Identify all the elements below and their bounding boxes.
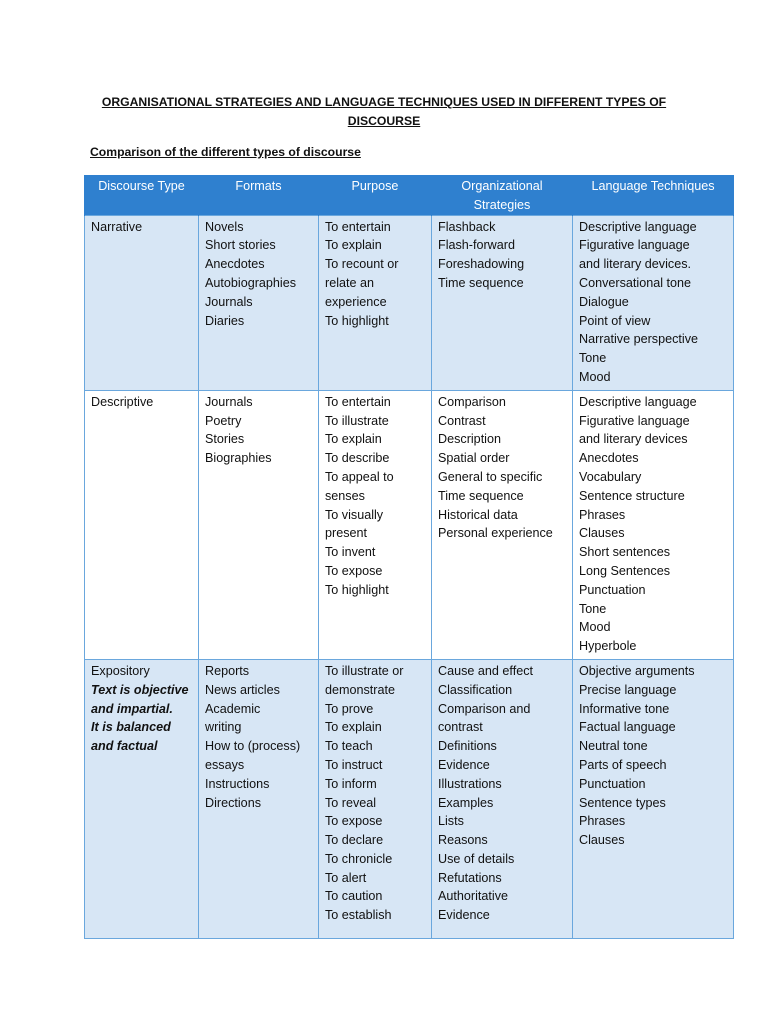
techniques-item: Phrases [579, 814, 626, 829]
techniques-cell [573, 659, 734, 938]
techniques-item: Narrative perspective [579, 332, 698, 347]
formats-item: Instructions [205, 776, 270, 791]
header-language-techniques: Language Techniques [573, 175, 734, 215]
discourse-note: It is balanced [91, 720, 171, 735]
strategies-item: Flashback [438, 219, 496, 234]
strategies-item: Evidence [438, 908, 490, 923]
purpose-cell [319, 390, 432, 659]
document-title: ORGANISATIONAL STRATEGIES AND LANGUAGE TECHNIQUES USED IN DIFFERENT TYPES OF DISCOURSE [101, 95, 667, 128]
techniques-item: Mood [579, 620, 611, 635]
purpose-item: To expose [325, 814, 383, 829]
purpose-item: To highlight [325, 313, 389, 328]
techniques-item: Tone [579, 601, 607, 616]
discourse-note: Text is objective [91, 682, 189, 697]
purpose-item: To teach [325, 739, 373, 754]
techniques-item: Clauses [579, 833, 625, 848]
strategies-item: Time sequence [438, 488, 524, 503]
formats-item: Short stories [205, 238, 276, 253]
formats-item: News articles [205, 682, 280, 697]
strategies-item: Use of details [438, 851, 515, 866]
purpose-item: To establish [325, 908, 392, 923]
purpose-item: To entertain [325, 219, 391, 234]
purpose-item: experience [325, 294, 387, 309]
purpose-cell [319, 659, 432, 938]
techniques-item: Parts of speech [579, 757, 667, 772]
formats-item: Autobiographies [205, 275, 297, 290]
formats-item: writing [205, 720, 242, 735]
techniques-item: Sentence structure [579, 488, 685, 503]
discourse-type-cell [85, 390, 199, 659]
formats-cell [199, 659, 319, 938]
formats-item: Biographies [205, 451, 272, 466]
techniques-item: Descriptive language [579, 219, 697, 234]
purpose-item: present [325, 526, 368, 541]
purpose-item: To recount or [325, 257, 399, 272]
purpose-item: To alert [325, 870, 367, 885]
header-organizational-strategies: Organizational Strategies [432, 175, 573, 215]
techniques-cell [573, 215, 734, 390]
purpose-item: To highlight [325, 582, 389, 597]
formats-item: Academic [205, 701, 261, 716]
table-header-row [85, 175, 734, 215]
strategies-item: Cause and effect [438, 663, 533, 678]
techniques-item: Punctuation [579, 776, 646, 791]
purpose-item: To reveal [325, 795, 377, 810]
purpose-item: To inform [325, 776, 377, 791]
strategies-cell [432, 390, 573, 659]
strategies-item: Time sequence [438, 275, 524, 290]
techniques-cell [573, 390, 734, 659]
purpose-item: To invent [325, 545, 376, 560]
header-discourse-type: Discourse Type [85, 175, 199, 215]
techniques-item: Figurative language [579, 238, 690, 253]
strategies-item: Comparison [438, 394, 506, 409]
header-purpose: Purpose [319, 175, 432, 215]
discourse-type-label: Descriptive [91, 394, 154, 409]
techniques-item: Hyperbole [579, 639, 637, 654]
purpose-item: To appeal to [325, 469, 394, 484]
techniques-item: Conversational tone [579, 275, 692, 290]
purpose-item: To entertain [325, 394, 391, 409]
formats-item: Journals [205, 394, 253, 409]
formats-cell [199, 390, 319, 659]
strategies-cell [432, 215, 573, 390]
purpose-item: To instruct [325, 757, 383, 772]
strategies-item: Examples [438, 795, 494, 810]
strategies-item: Illustrations [438, 776, 502, 791]
discourse-note: and factual [91, 739, 158, 754]
techniques-item: Informative tone [579, 701, 670, 716]
purpose-item: To chronicle [325, 851, 393, 866]
purpose-item: relate an [325, 275, 375, 290]
table-row [85, 215, 734, 390]
techniques-item: Figurative language [579, 413, 690, 428]
strategies-item: Authoritative [438, 889, 509, 904]
techniques-item: Factual language [579, 720, 676, 735]
formats-item: Stories [205, 432, 245, 447]
strategies-item: Spatial order [438, 451, 510, 466]
purpose-item: demonstrate [325, 682, 396, 697]
techniques-item: Sentence types [579, 795, 666, 810]
strategies-item: contrast [438, 720, 483, 735]
strategies-item: Reasons [438, 833, 488, 848]
techniques-item: Short sentences [579, 545, 671, 560]
purpose-item: To declare [325, 833, 384, 848]
techniques-item: Precise language [579, 682, 677, 697]
purpose-item: To explain [325, 720, 382, 735]
strategies-item: Flash-forward [438, 238, 515, 253]
formats-item: essays [205, 757, 245, 772]
purpose-item: To visually [325, 507, 384, 522]
strategies-item: Refutations [438, 870, 502, 885]
table-row [85, 659, 734, 938]
purpose-item: To expose [325, 563, 383, 578]
header-formats: Formats [199, 175, 319, 215]
discourse-type-label: Narrative [91, 219, 143, 234]
discourse-comparison-table [84, 175, 734, 939]
techniques-item: Clauses [579, 526, 625, 541]
formats-item: Diaries [205, 313, 245, 328]
purpose-item: To describe [325, 451, 390, 466]
techniques-item: Point of view [579, 313, 651, 328]
techniques-item: Objective arguments [579, 663, 695, 678]
strategies-item: Lists [438, 814, 464, 829]
purpose-item: To explain [325, 238, 382, 253]
strategies-item: Evidence [438, 757, 490, 772]
techniques-item: Phrases [579, 507, 626, 522]
strategies-item: General to specific [438, 469, 543, 484]
discourse-type-cell [85, 215, 199, 390]
strategies-item: Foreshadowing [438, 257, 525, 272]
strategies-cell [432, 659, 573, 938]
formats-item: Journals [205, 294, 253, 309]
purpose-item: To prove [325, 701, 374, 716]
techniques-item: Descriptive language [579, 394, 697, 409]
techniques-item: and literary devices [579, 432, 688, 447]
purpose-cell [319, 215, 432, 390]
formats-item: Poetry [205, 413, 242, 428]
purpose-item: To explain [325, 432, 382, 447]
strategies-item: Historical data [438, 507, 518, 522]
techniques-item: Long Sentences [579, 563, 671, 578]
document-subtitle: Comparison of the different types of discourse [90, 145, 361, 159]
techniques-item: Tone [579, 351, 607, 366]
formats-item: Novels [205, 219, 244, 234]
formats-item: Directions [205, 795, 261, 810]
techniques-item: Neutral tone [579, 739, 648, 754]
techniques-item: and literary devices. [579, 257, 691, 272]
formats-cell [199, 215, 319, 390]
strategies-item: Description [438, 432, 501, 447]
purpose-item: To illustrate or [325, 663, 404, 678]
techniques-item: Dialogue [579, 294, 629, 309]
purpose-item: To caution [325, 889, 383, 904]
purpose-item: To illustrate [325, 413, 389, 428]
strategies-item: Comparison and [438, 701, 531, 716]
techniques-item: Punctuation [579, 582, 646, 597]
purpose-item: senses [325, 488, 365, 503]
strategies-item: Classification [438, 682, 513, 697]
discourse-type-label: Expository [91, 663, 150, 678]
formats-item: Anecdotes [205, 257, 265, 272]
strategies-item: Definitions [438, 739, 497, 754]
formats-item: How to (process) [205, 739, 301, 754]
strategies-item: Personal experience [438, 526, 553, 541]
discourse-note: and impartial. [91, 701, 173, 716]
techniques-item: Vocabulary [579, 469, 642, 484]
discourse-type-cell [85, 659, 199, 938]
techniques-item: Anecdotes [579, 451, 639, 466]
techniques-item: Mood [579, 369, 611, 384]
table-row [85, 390, 734, 659]
formats-item: Reports [205, 663, 250, 678]
strategies-item: Contrast [438, 413, 486, 428]
